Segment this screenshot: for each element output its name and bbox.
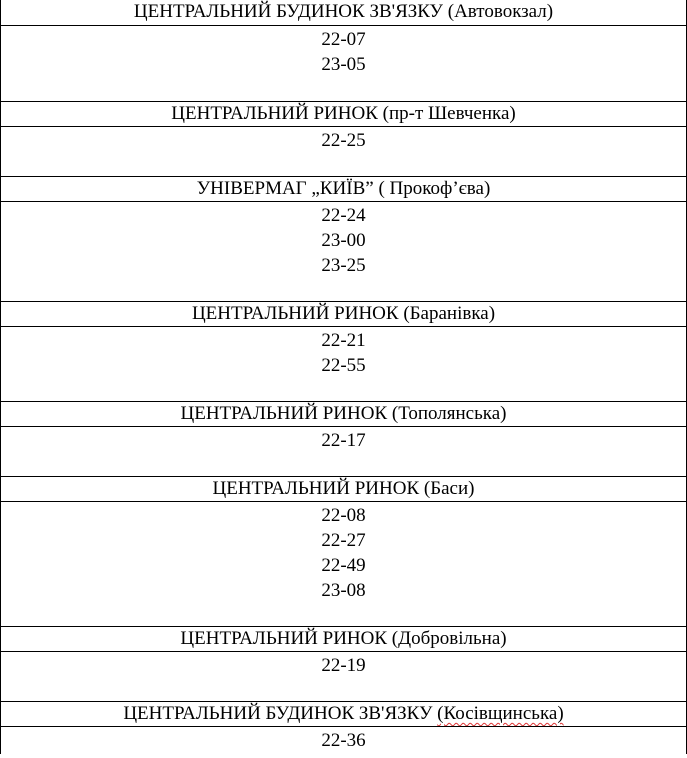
route-note: (Тополянська) bbox=[391, 403, 507, 424]
route-note: (Добровільна) bbox=[391, 628, 507, 649]
route-note: (Автовокзал) bbox=[447, 1, 554, 22]
route-header bbox=[1, 101, 686, 127]
time-item: 22-08 bbox=[321, 505, 366, 526]
route-title: ЦЕНТРАЛЬНИЙ РИНОК bbox=[180, 403, 388, 424]
time-item: 22-24 bbox=[321, 205, 366, 226]
route-block bbox=[1, 626, 686, 701]
time-item: 22-36 bbox=[321, 730, 366, 751]
route-title: ЦЕНТРАЛЬНИЙ БУДИНОК ЗВ'ЯЗКУ bbox=[133, 1, 443, 22]
time-item: 23-00 bbox=[321, 230, 366, 251]
route-header bbox=[1, 176, 686, 202]
time-item: 22-55 bbox=[321, 355, 366, 376]
route-block bbox=[1, 701, 686, 754]
route-title: ЦЕНТРАЛЬНИЙ РИНОК bbox=[171, 103, 378, 124]
route-title: УНІВЕРМАГ „КИЇВ” bbox=[196, 178, 374, 199]
route-note: (Баси) bbox=[423, 478, 475, 499]
route-times bbox=[1, 427, 686, 476]
route-header bbox=[1, 476, 686, 502]
route-note: (пр-т Шевченка) bbox=[382, 103, 516, 124]
route-header bbox=[1, 701, 686, 727]
route-title: ЦЕНТРАЛЬНИЙ РИНОК bbox=[212, 478, 420, 499]
time-item: 22-49 bbox=[321, 555, 366, 576]
route-block bbox=[1, 101, 686, 176]
route-block bbox=[1, 176, 686, 301]
route-times bbox=[1, 26, 686, 101]
time-item: 22-17 bbox=[321, 430, 366, 451]
route-note: ( Прокоф’єва) bbox=[378, 178, 491, 199]
route-times bbox=[1, 202, 686, 301]
route-title: ЦЕНТРАЛЬНИЙ РИНОК bbox=[191, 303, 399, 324]
time-item: 23-08 bbox=[321, 580, 366, 601]
route-times bbox=[1, 127, 686, 176]
route-block bbox=[1, 301, 686, 401]
route-times bbox=[1, 502, 686, 626]
time-item: 23-05 bbox=[321, 54, 366, 75]
time-item: 22-19 bbox=[321, 655, 366, 676]
route-header bbox=[1, 301, 686, 327]
route-title: ЦЕНТРАЛЬНИЙ РИНОК bbox=[180, 628, 388, 649]
route-header bbox=[1, 0, 686, 26]
route-times bbox=[1, 727, 686, 754]
route-block bbox=[1, 0, 686, 101]
time-item: 22-27 bbox=[321, 530, 366, 551]
time-item: 23-25 bbox=[321, 255, 366, 276]
route-note: (Баранівка) bbox=[403, 303, 496, 324]
time-item: 22-21 bbox=[321, 330, 366, 351]
route-block bbox=[1, 401, 686, 476]
time-item: 22-07 bbox=[321, 29, 366, 50]
route-title: ЦЕНТРАЛЬНИЙ БУДИНОК ЗВ'ЯЗКУ bbox=[123, 703, 433, 724]
route-note: (Косівщинська) bbox=[437, 703, 564, 724]
route-header bbox=[1, 626, 686, 652]
route-times bbox=[1, 327, 686, 401]
route-header bbox=[1, 401, 686, 427]
route-block bbox=[1, 476, 686, 626]
route-times bbox=[1, 652, 686, 701]
time-item: 22-25 bbox=[321, 130, 366, 151]
